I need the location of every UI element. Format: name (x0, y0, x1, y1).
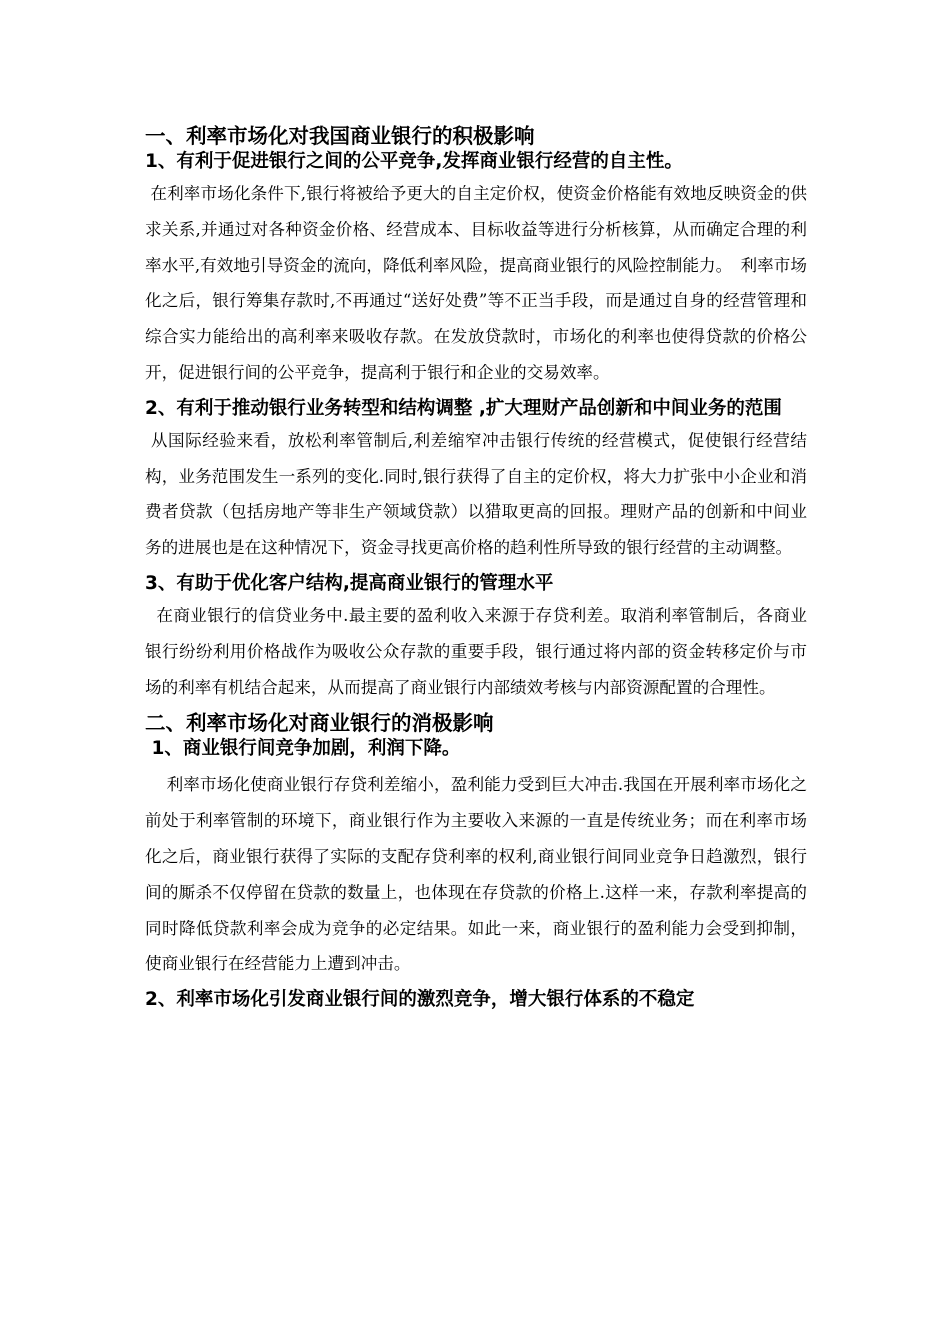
paragraph: 从国际经验来看，放松利率管制后,利差缩窄冲击银行传统的经营模式，促使银行经营结构，业务范围发生一系列的变化.同时,银行获得了自主的定价权，将大力扩张中小企业和消费者贷款（包括房地产等非生产领域贷款）以猎取更高的回报。理财产品的创新和中间业务的进展也是在这种情况下，资金寻找更高价格的趋利性所导致的银行经营的主动调整。 (145, 430, 807, 558)
subsection-heading: 2、有利于推动银行业务转型和结构调整 ,扩大理财产品创新和中间业务的范围 (145, 397, 782, 419)
section-title: 一、利率市场化对我国商业银行的积极影响 (145, 124, 535, 148)
section-title: 二、利率市场化对商业银行的消极影响 (145, 711, 494, 736)
subsection-heading: 2、利率市场化引发商业银行间的激烈竞争，增大银行体系的不稳定 (145, 989, 695, 1011)
paragraph: 在利率市场化条件下,银行将被给予更大的自主定价权，使资金价格能有效地反映资金的供求关系,并通过对各种资金价格、经营成本、目标收益等进行分析核算，从而确定合理的利率水平,有效地引导资金的流向，降低利率风险，提高商业银行的风险控制能力。 利率市场化之后，银行筹集存款时,不再通过“送好处费”等不正当手段，而是通过自身的经营管理和综合实力能给出的高利率来吸收存款。在发放贷款时，市场化的利率也使得贷款的价格公开，促进银行间的公平竞争，提高利于银行和企业的交易效率。 (145, 184, 807, 382)
paragraph: 利率市场化使商业银行存贷利差缩小，盈利能力受到巨大冲击.我国在开展利率市场化之前处于利率管制的环境下，商业银行作为主要收入来源的一直是传统业务；而在利率市场化之后，商业银行获得了实际的支配存贷利率的权利,商业银行间同业竞争日趋激烈，银行间的厮杀不仅停留在贷款的数量上，也体现在存贷款的价格上.这样一来，存款利率提高的同时降低贷款利率会成为竞争的必定结果。如此一来，商业银行的盈利能力会受到抑制，使商业银行在经营能力上遭到冲击。 (145, 775, 807, 974)
subsection-heading: 1、商业银行间竞争加剧，利润下降。 (145, 738, 461, 760)
subsection-heading: 1、有利于促进银行之间的公平竞争,发挥商业银行经营的自主性。 (145, 151, 683, 172)
document-page (145, 124, 807, 1014)
paragraph: 在商业银行的信贷业务中.最主要的盈利收入来源于存贷利差。取消利率管制后，各商业银行纷纷利用价格战作为吸收公众存款的重要手段，银行通过将内部的资金转移定价与市场的利率有机结合起来，从而提高了商业银行内部绩效考核与内部资源配置的合理性。 (145, 605, 807, 697)
subsection-heading: 3、有助于优化客户结构,提高商业银行的管理水平 (145, 572, 554, 594)
